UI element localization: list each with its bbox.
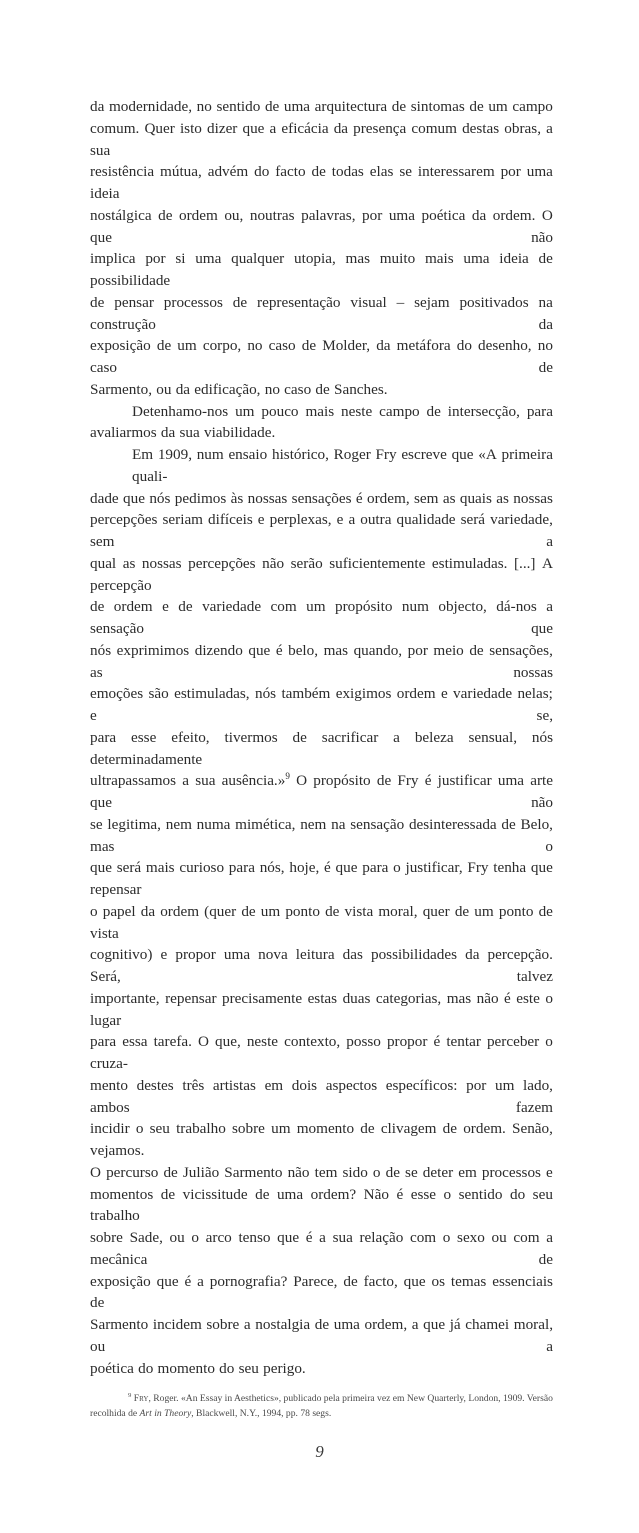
text-line: para esse efeito, tivermos de sacrificar a beleza sensual, nós determinadamente <box>90 728 553 768</box>
text-line: incidir o seu trabalho sobre um momento de clivagem de ordem. Senão, vejamos. <box>90 1120 553 1159</box>
footnote-text: , Blackwell, N.Y., 1994, pp. 78 segs. <box>191 1408 332 1420</box>
footnote-author: Fry <box>133 1393 149 1405</box>
text-line: ultrapassamos a sua ausência.»$^9$ O propósito de Fry é justificar uma arte que não <box>90 771 553 811</box>
text-line: comum. Quer isto dizer que a eficácia da presença comum destas obras, a sua <box>90 119 553 159</box>
text-line: implica por si uma qualquer utopia, mas muito mais uma ideia de possibilidade <box>90 250 553 289</box>
text-line: para essa tarefa. O que, neste contexto, posso propor é tentar perceber o cruza- <box>90 1033 553 1072</box>
text-line: de pensar processos de representação visual – sejam positivados na construção da <box>90 293 553 333</box>
text-line: O percurso de Julião Sarmento não tem sido o de se deter em processos e <box>90 1163 553 1181</box>
text-line: momentos de vicissitude de uma ordem? Não é esse o sentido do seu trabalho <box>90 1185 553 1225</box>
text-line: sobre Sade, ou o arco tenso que é a sua relação com o sexo ou com a mecânica de <box>90 1229 553 1268</box>
text-line: importante, repensar precisamente estas duas categorias, mas não é este o lugar <box>90 989 553 1029</box>
footnote-text: , Roger. «An Essay in Aesthetics», publicado pela primeira vez em New Quarterly, London, 1909. Versão <box>148 1393 553 1405</box>
text-line: nostálgica de ordem ou, noutras palavras, por uma poética da ordem. O que não <box>90 206 553 246</box>
text-line: Sarmento, ou da edificação, no caso de Sanches. <box>90 380 388 398</box>
text-line: que será mais curioso para nós, hoje, é que para o justificar, Fry tenha que repensar <box>90 859 553 898</box>
text-line: Em 1909, num ensaio histórico, Roger Fry escreve que «A primeira quali- <box>132 446 553 485</box>
text-line: qual as nossas percepções não serão suficientemente estimuladas. [...] A percepção <box>90 554 553 594</box>
footnote-title: Art in Theory <box>139 1408 192 1420</box>
text-line: se legitima, nem numa mimética, nem na sensação desinteressada de Belo, mas o <box>90 815 553 855</box>
text-line: exposição de um corpo, no caso de Molder, da metáfora do desenho, no caso de <box>90 337 553 376</box>
footnote-mark: 9 <box>128 1392 132 1400</box>
page-number: 9 <box>315 1442 324 1462</box>
text-line: cognitivo) e propor uma nova leitura das possibilidades da percepção. Será, talvez <box>90 946 553 985</box>
text-line: dade que nós pedimos às nossas sensações é ordem, sem as quais as nossas <box>90 489 553 507</box>
text-line: da modernidade, no sentido de uma arquitectura de sintomas de um campo <box>90 98 553 115</box>
text-line: avaliarmos da sua viabilidade. <box>90 424 276 442</box>
footnote <box>90 1391 553 1421</box>
text-line: percepções seriam difíceis e perplexas, e a outra qualidade será variedade, sem a <box>90 511 553 550</box>
text-line: poética do momento do seu perigo. <box>90 1359 306 1377</box>
text-line: resistência mútua, advém do facto de todas elas se interessarem por uma ideia <box>90 163 553 202</box>
text-line: o papel da ordem (quer de um ponto de vista moral, quer de um ponto de vista <box>90 902 553 942</box>
body-text <box>90 96 553 1379</box>
text-line: Sarmento incidem sobre a nostalgia de uma ordem, a que já chamei moral, ou a <box>90 1316 553 1355</box>
footnote-reference[interactable]: 9 <box>285 771 290 782</box>
text-line: exposição que é a pornografia? Parece, de facto, que os temas essenciais de <box>90 1272 553 1312</box>
footnote-line-1 <box>90 1391 553 1421</box>
text-line: emoções são estimuladas, nós também exigimos ordem e variedade nelas; e se, <box>90 685 553 724</box>
footnote-text: recolhida de <box>90 1408 140 1420</box>
text-line: de ordem e de variedade com um propósito num objecto, dá-nos a sensação que <box>90 598 553 637</box>
text-line: mento destes três artistas em dois aspectos específicos: por um lado, ambos fazem <box>90 1076 553 1116</box>
text-line: Detenhamo-nos um pouco mais neste campo de intersecção, para <box>132 402 553 420</box>
text-line: nós exprimimos dizendo que é belo, mas quando, por meio de sensações, as nossas <box>90 641 553 681</box>
